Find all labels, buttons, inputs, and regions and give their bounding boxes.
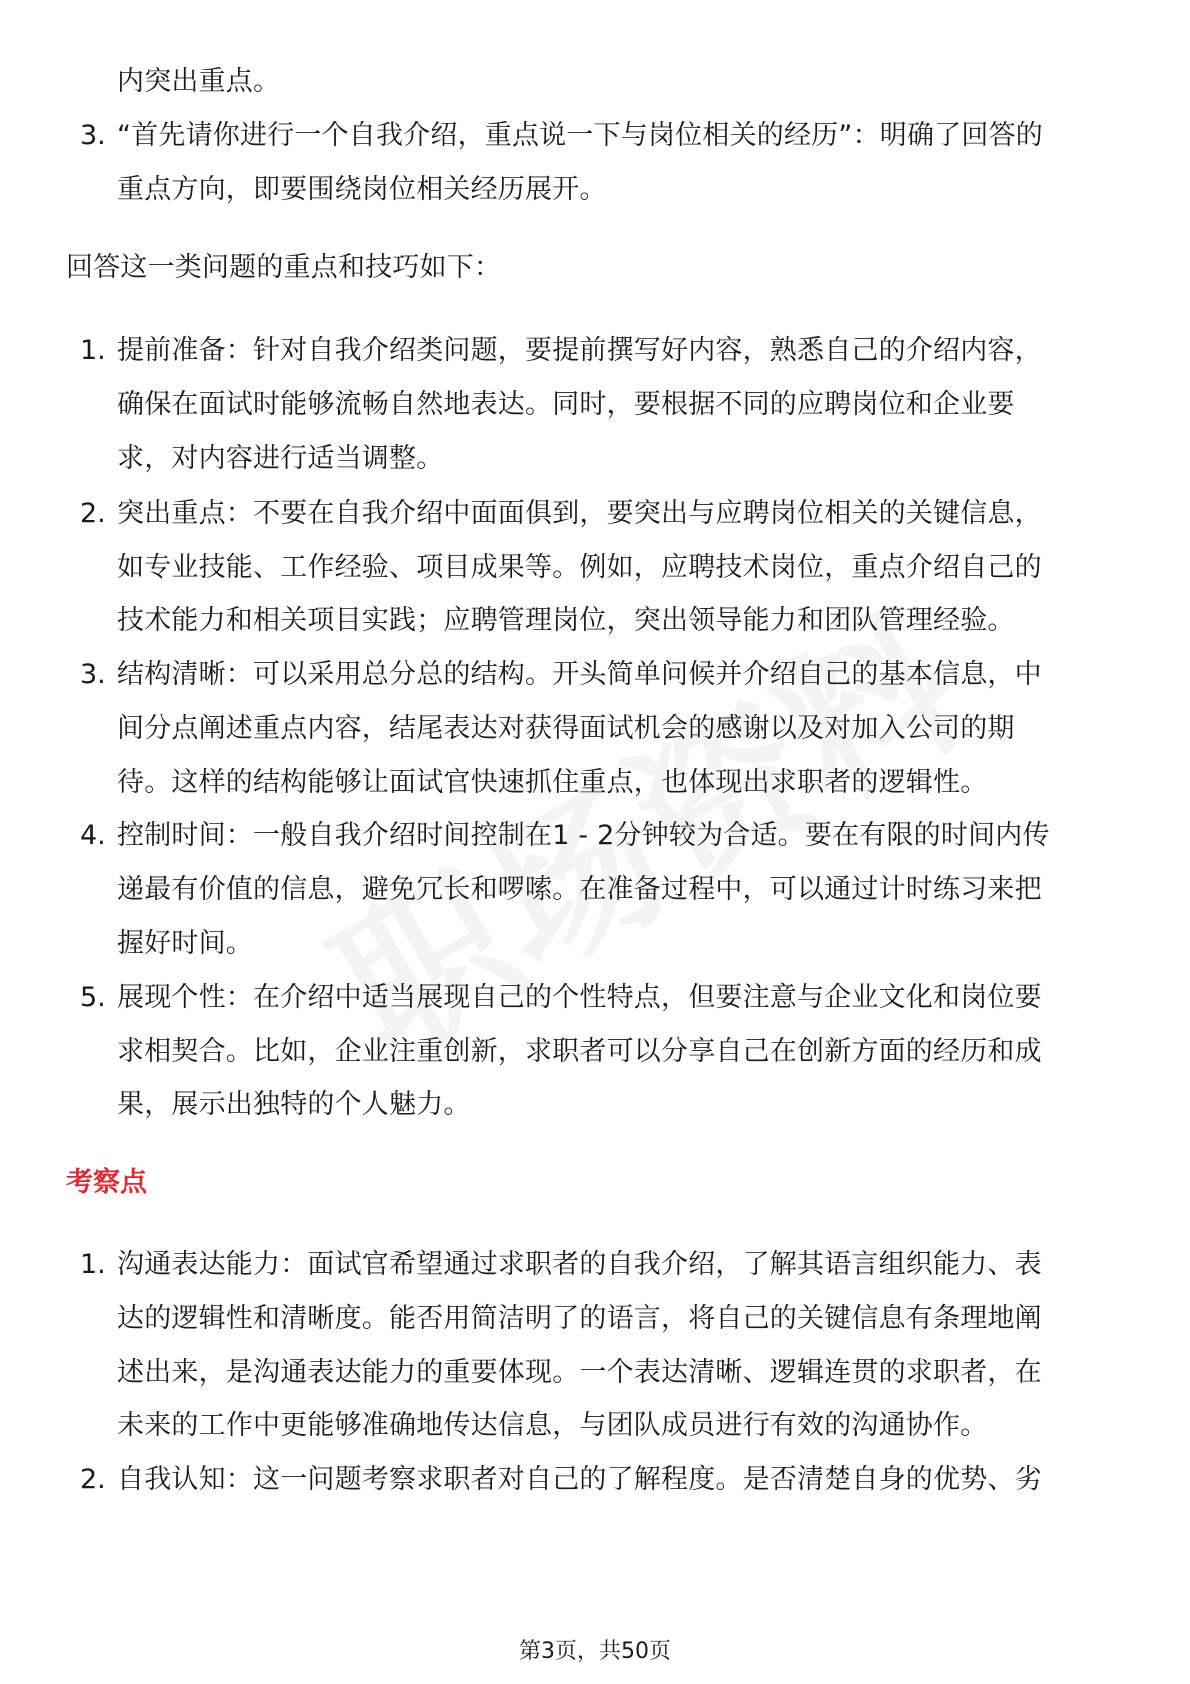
- list-item-line: 求，对内容进行适当调整。: [117, 443, 444, 474]
- list-item-line: 重点方向，即要围绕岗位相关经历展开。: [117, 174, 607, 205]
- list-number: 1.: [80, 335, 106, 366]
- list-item-line: 展现个性：在介绍中适当展现自己的个性特点，但要注意与企业文化和岗位要: [117, 982, 1042, 1013]
- list-number: 1.: [80, 1249, 106, 1280]
- list-item-line: 控制时间：一般自我介绍时间控制在1 - 2分钟较为合适。要在有限的时间内传: [117, 820, 1050, 851]
- list-item-line: 递最有价值的信息，避免冗长和啰嗦。在准备过程中，可以通过计时练习来把: [117, 874, 1042, 905]
- list-item-line: 果，展示出独特的个人魅力。: [117, 1089, 471, 1120]
- list-item-line: 如专业技能、工作经验、项目成果等。例如，应聘技术岗位，重点介绍自己的: [117, 552, 1042, 583]
- list-item-line: 提前准备：针对自我介绍类问题，要提前撰写好内容，熟悉自己的介绍内容，: [117, 335, 1042, 366]
- list-item-line: 述出来，是沟通表达能力的重要体现。一个表达清晰、逻辑连贯的求职者，在: [117, 1357, 1042, 1388]
- list-item-line: “首先请你进行一个自我介绍，重点说一下与岗位相关的经历”：明确了回答的: [117, 120, 1043, 151]
- list-item-line: 待。这样的结构能够让面试官快速抓住重点，也体现出求职者的逻辑性。: [117, 767, 988, 798]
- list-item-line: 间分点阐述重点内容，结尾表达对获得面试机会的感谢以及对加入公司的期: [117, 713, 1015, 744]
- page-footer: 第3页，共50页: [519, 1639, 671, 1664]
- list-item-line: 未来的工作中更能够准确地传达信息，与团队成员进行有效的沟通协作。: [117, 1410, 988, 1441]
- list-number: 2.: [80, 498, 106, 529]
- list-item-line: 突出重点：不要在自我介绍中面面俱到，要突出与应聘岗位相关的关键信息，: [117, 498, 1042, 529]
- list-item-line: 沟通表达能力：面试官希望通过求职者的自我介绍，了解其语言组织能力、表: [117, 1249, 1042, 1280]
- section-heading: 考察点: [66, 1167, 147, 1198]
- list-number: 3.: [80, 659, 106, 690]
- list-item-line: 确保在面试时能够流畅自然地表达。同时，要根据不同的应聘岗位和企业要: [117, 389, 1015, 420]
- list-number: 4.: [80, 820, 106, 851]
- tips-intro: 回答这一类问题的重点和技巧如下：: [66, 252, 502, 283]
- list-number: 3.: [80, 120, 106, 151]
- list-item-line: 握好时间。: [117, 928, 253, 959]
- list-item-line: 技术能力和相关项目实践；应聘管理岗位，突出领导能力和团队管理经验。: [117, 605, 1015, 636]
- list-number: 2.: [80, 1464, 106, 1495]
- list-item-line: 求相契合。比如，企业注重创新，求职者可以分享自己在创新方面的经历和成: [117, 1036, 1042, 1067]
- list-item-line: 自我认知：这一问题考察求职者对自己的了解程度。是否清楚自身的优势、劣: [117, 1464, 1042, 1495]
- continuation-text: 内突出重点。: [117, 66, 281, 97]
- list-item-line: 结构清晰：可以采用总分总的结构。开头简单问候并介绍自己的基本信息，中: [117, 659, 1042, 690]
- list-number: 5.: [80, 982, 106, 1013]
- list-item-line: 达的逻辑性和清晰度。能否用简洁明了的语言，将自己的关键信息有条理地阐: [117, 1303, 1042, 1334]
